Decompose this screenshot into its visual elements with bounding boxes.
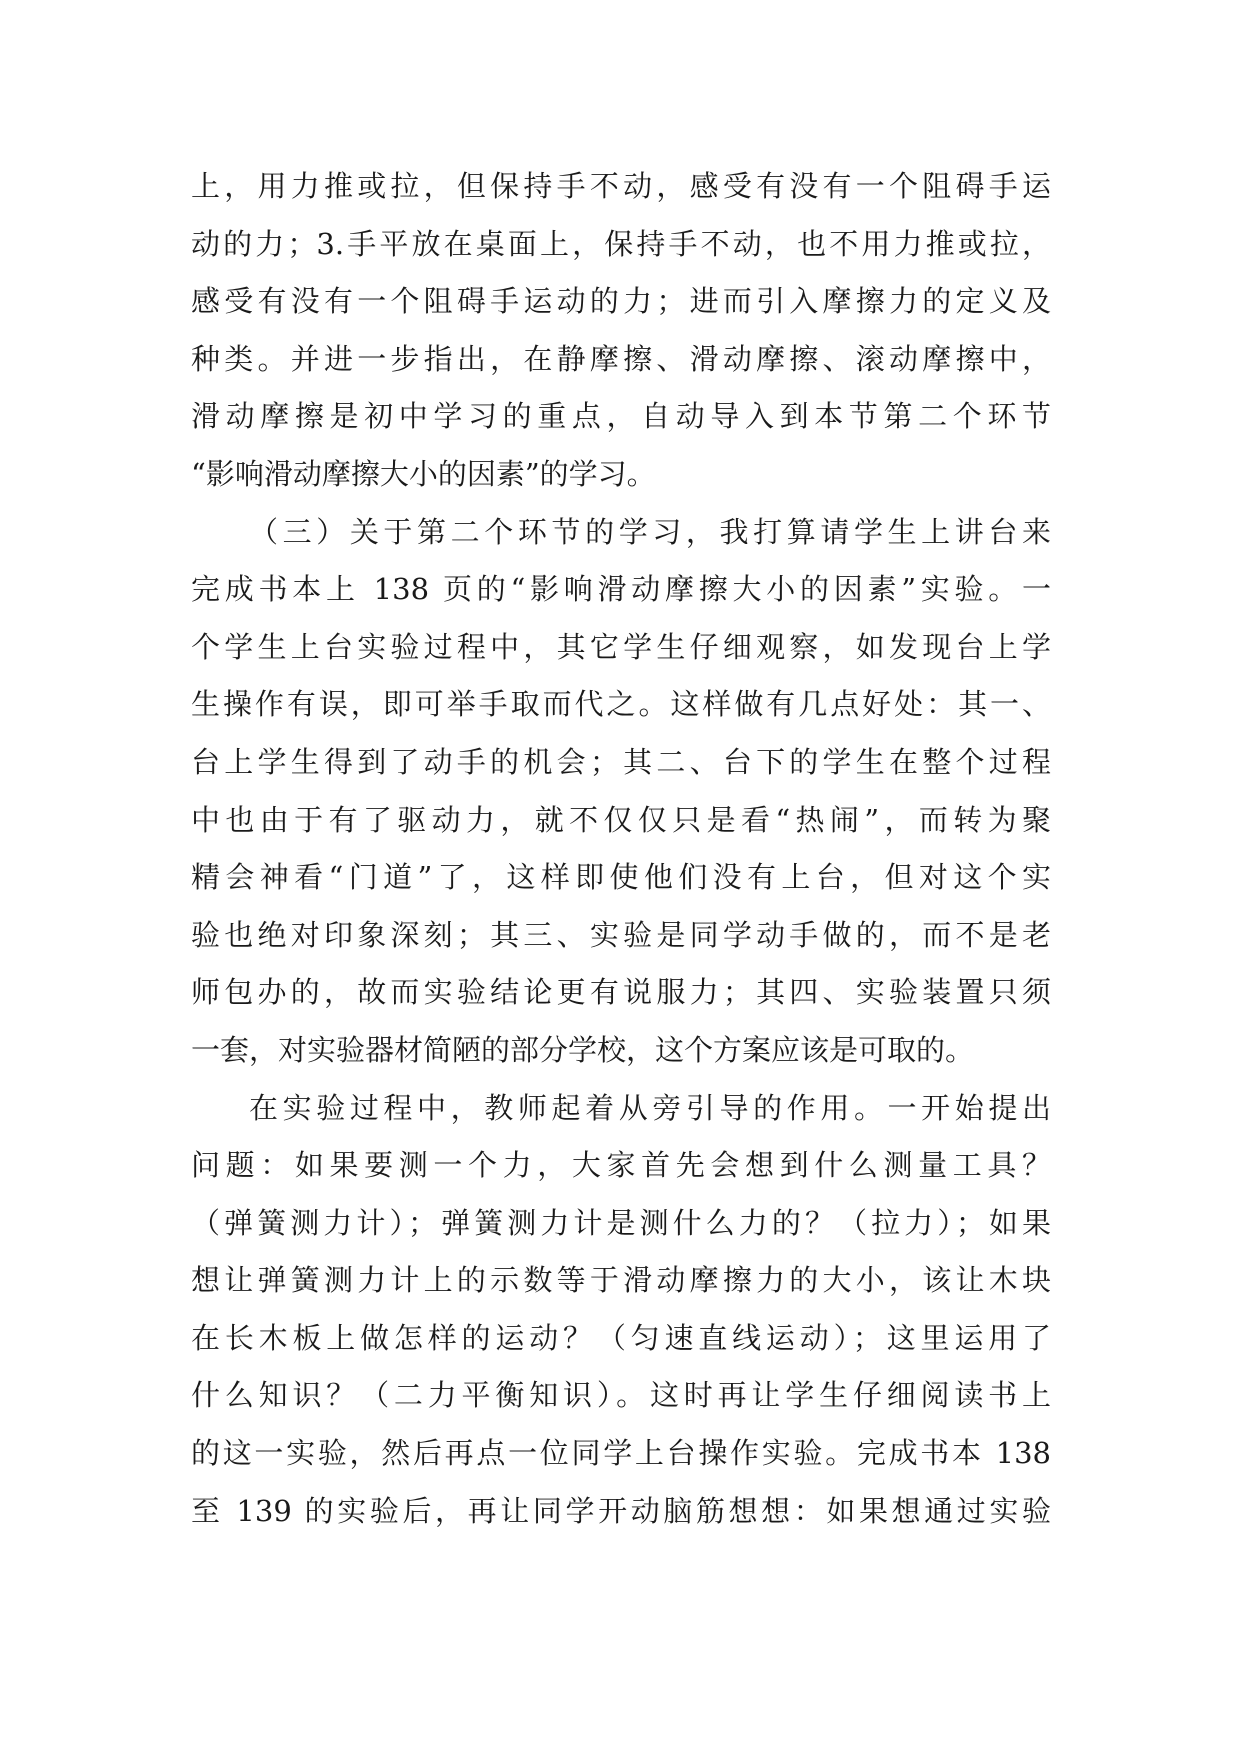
text-line: 在实验过程中，教师起着从旁引导的作用。一开始提出 [249, 1090, 1051, 1125]
text-line: 在长木板上做怎样的运动？（匀速直线运动）；这里运用了 [191, 1320, 1051, 1355]
text-line: 生操作有误，即可举手取而代之。这样做有几点好处：其一、 [191, 687, 1051, 722]
text-line: 上，用力推或拉，但保持手不动，感受有没有一个阻碍手运 [191, 169, 1051, 203]
text-line: 一套，对实验器材简陋的部分学校，这个方案应该是可取的。 [191, 1032, 975, 1067]
text-line: 精会神看“门道”了，这样即使他们没有上台，但对这个实 [191, 860, 1051, 895]
text-line: 想让弹簧测力计上的示数等于滑动摩擦力的大小，该让木块 [191, 1263, 1051, 1298]
text-line: （弹簧测力计）；弹簧测力计是测什么力的？（拉力）；如果 [191, 1205, 1051, 1240]
text-line: “影响滑动摩擦大小的因素”的学习。 [191, 456, 656, 491]
text-line: 种类。并进一步指出，在静摩擦、滑动摩擦、滚动摩擦中， [191, 341, 1051, 376]
text-line: 动的力；3.手平放在桌面上，保持手不动，也不用力推或拉， [191, 226, 1051, 261]
text-line: 验也绝对印象深刻；其三、实验是同学动手做的，而不是老 [191, 917, 1051, 952]
text-line: 滑动摩擦是初中学习的重点，自动导入到本节第二个环节 [191, 399, 1051, 434]
body-text [191, 158, 1051, 1540]
text-line: 至 139 的实验后，再让同学开动脑筋想想：如果想通过实验 [191, 1493, 1051, 1528]
text-line: 师包办的，故而实验结论更有说服力；其四、实验装置只须 [191, 975, 1051, 1010]
text-line: 完成书本上 138 页的“影响滑动摩擦大小的因素”实验。一 [191, 572, 1051, 607]
text-line: 个学生上台实验过程中，其它学生仔细观察，如发现台上学 [191, 629, 1051, 664]
text-line: 中也由于有了驱动力，就不仅仅只是看“热闹”，而转为聚 [191, 802, 1051, 837]
text-line: （三）关于第二个环节的学习，我打算请学生上讲台来 [249, 514, 1051, 549]
text-line: 台上学生得到了动手的机会；其二、台下的学生在整个过程 [191, 744, 1051, 779]
text-line: 感受有没有一个阻碍手运动的力；进而引入摩擦力的定义及 [191, 284, 1051, 319]
text-line: 的这一实验，然后再点一位同学上台操作实验。完成书本 138 [191, 1436, 1051, 1471]
text-line: 问题：如果要测一个力，大家首先会想到什么测量工具？ [191, 1148, 1051, 1183]
text-line: 什么知识？（二力平衡知识）。这时再让学生仔细阅读书上 [191, 1378, 1051, 1413]
